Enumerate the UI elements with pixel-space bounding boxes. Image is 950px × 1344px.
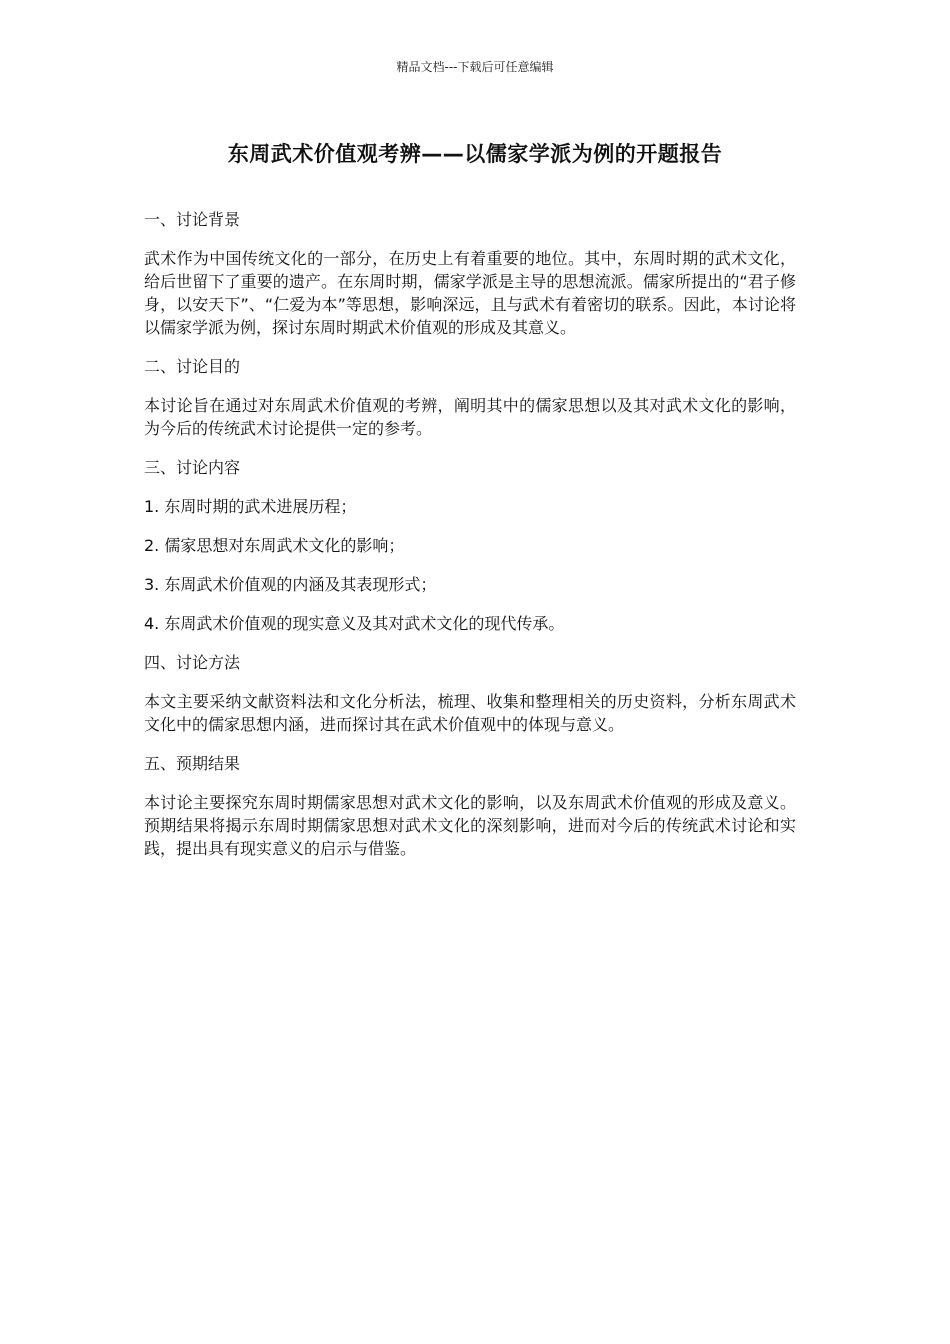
content-list-item: 4. 东周武术价值观的现实意义及其对武术文化的现代传承。 xyxy=(144,614,565,633)
content-list-item: 1. 东周时期的武术进展历程； xyxy=(144,497,357,516)
section-body-purpose: 本讨论旨在通过对东周武术价值观的考辨，阐明其中的儒家思想以及其对武术文化的影响，为今后的传统武术讨论提供一定的参考。 xyxy=(144,396,796,438)
section-heading-content: 三、讨论内容 xyxy=(144,458,241,477)
content-list-item: 2. 儒家思想对东周武术文化的影响； xyxy=(144,536,405,555)
section-heading-purpose: 二、讨论目的 xyxy=(144,357,241,376)
header-note: 精品文档---下载后可任意编辑 xyxy=(396,60,554,74)
section-heading-method: 四、讨论方法 xyxy=(144,653,241,672)
section-heading-background: 一、讨论背景 xyxy=(144,210,241,229)
section-body-background: 武术作为中国传统文化的一部分，在历史上有着重要的地位。其中，东周时期的武术文化，给后世留下了重要的遗产。在东周时期，儒家学派是主导的思想流派。儒家所提出的“君子修身，以安天下”、“仁爱为本”等思想，影响深远，且与武术有着密切的联系。因此，本讨论将以儒家学派为例，探讨东周时期武术价值观的形成及其意义。 xyxy=(144,249,796,337)
section-heading-results: 五、预期结果 xyxy=(144,754,241,773)
document-title: 东周武术价值观考辨——以儒家学派为例的开题报告 xyxy=(227,142,723,166)
section-body-results: 本讨论主要探究东周时期儒家思想对武术文化的影响，以及东周武术价值观的形成及意义。预期结果将揭示东周时期儒家思想对武术文化的深刻影响，进而对今后的传统武术讨论和实践，提出具有现实意义的启示与借鉴。 xyxy=(144,793,796,858)
section-body-method: 本文主要采纳文献资料法和文化分析法，梳理、收集和整理相关的历史资料，分析东周武术文化中的儒家思想内涵，进而探讨其在武术价值观中的体现与意义。 xyxy=(144,692,796,734)
content-list-item: 3. 东周武术价值观的内涵及其表现形式； xyxy=(144,575,437,594)
document-body xyxy=(144,208,796,876)
